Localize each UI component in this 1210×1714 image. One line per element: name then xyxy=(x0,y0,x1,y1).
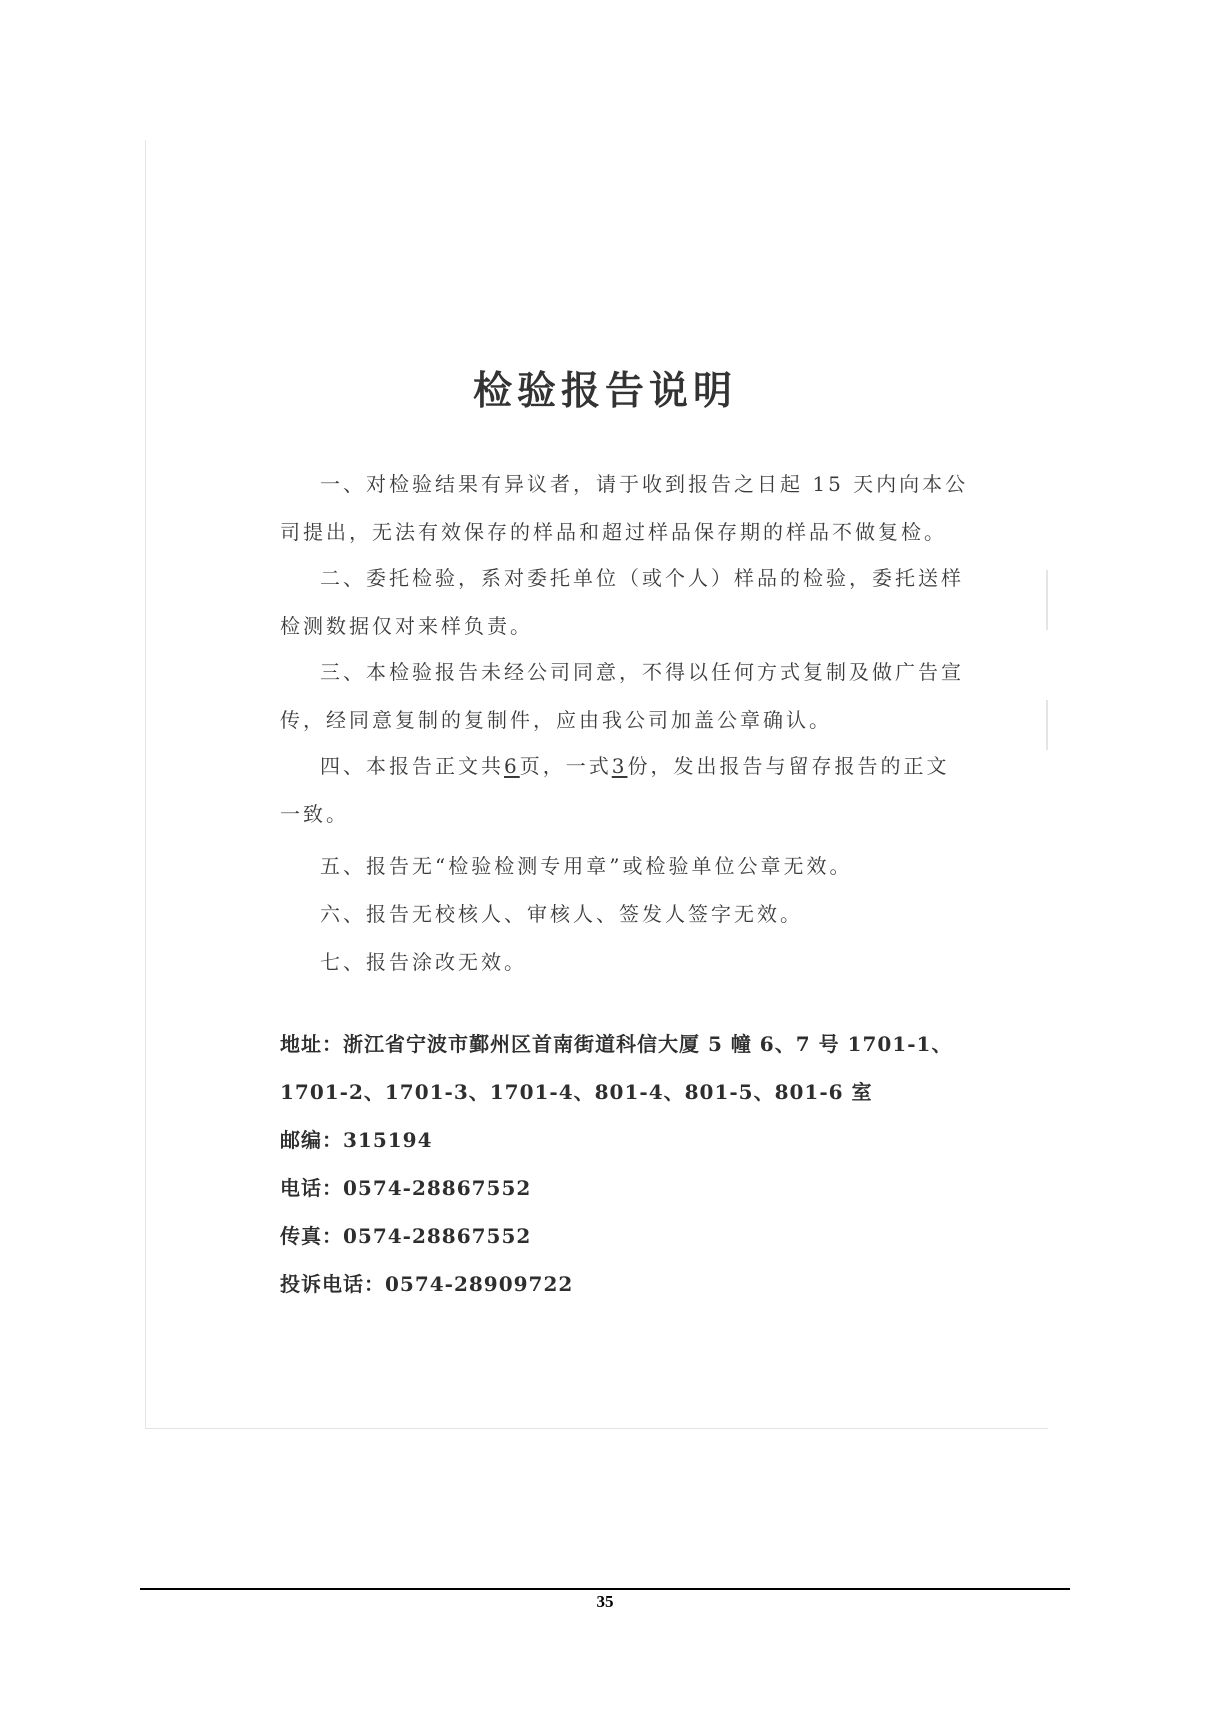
clause-2-line-2: 检测数据仅对来样负责。 xyxy=(280,614,533,638)
phone: 电话：0574-28867552 xyxy=(280,1176,532,1200)
clause-7: 七、报告涂改无效。 xyxy=(320,950,527,974)
clause-3-line-2: 传，经同意复制的复制件，应由我公司加盖公章确认。 xyxy=(280,708,832,732)
address-line-1: 地址：浙江省宁波市鄞州区首南街道科信大厦 5 幢 6、7 号 1701-1、 xyxy=(280,1032,953,1056)
clause-4 xyxy=(280,742,950,838)
clause-1-line-1: 一、对检验结果有异议者，请于收到报告之日起 15 天内向本公 xyxy=(320,472,969,496)
clause-1 xyxy=(280,460,969,556)
fax: 传真：0574-28867552 xyxy=(280,1224,532,1248)
clause-6: 六、报告无校核人、审核人、签发人签字无效。 xyxy=(320,902,803,926)
clause-1-line-2: 司提出，无法有效保存的样品和超过样品保存期的样品不做复检。 xyxy=(280,520,947,544)
clause-2-line-1: 二、委托检验，系对委托单位（或个人）样品的检验，委托送样 xyxy=(320,566,964,590)
page-title: 检验报告说明 xyxy=(472,368,737,414)
page-number: 35 xyxy=(596,1592,614,1611)
clause-2 xyxy=(280,554,964,650)
scan-artifact xyxy=(1046,700,1048,750)
clause-3 xyxy=(280,648,964,744)
clause-5: 五、报告无“检验检测专用章”或检验单位公章无效。 xyxy=(320,854,853,878)
scan-artifact xyxy=(1046,570,1048,630)
copy-count: 3 xyxy=(611,754,628,778)
complaint-phone: 投诉电话：0574-28909722 xyxy=(280,1272,574,1296)
contact-info xyxy=(280,1020,953,1308)
footer-rule xyxy=(140,1588,1070,1590)
postcode: 邮编：315194 xyxy=(280,1128,433,1152)
page-count: 6 xyxy=(504,754,520,778)
address-line-2: 1701-2、1701-3、1701-4、801-4、801-5、801-6 室 xyxy=(280,1080,873,1104)
clause-4-line-2: 一致。 xyxy=(280,802,349,826)
clause-3-line-1: 三、本检验报告未经公司同意，不得以任何方式复制及做广告宣 xyxy=(320,660,964,684)
clause-4-line-1: 四、本报告正文共6页，一式3份，发出报告与留存报告的正文 xyxy=(320,754,950,778)
